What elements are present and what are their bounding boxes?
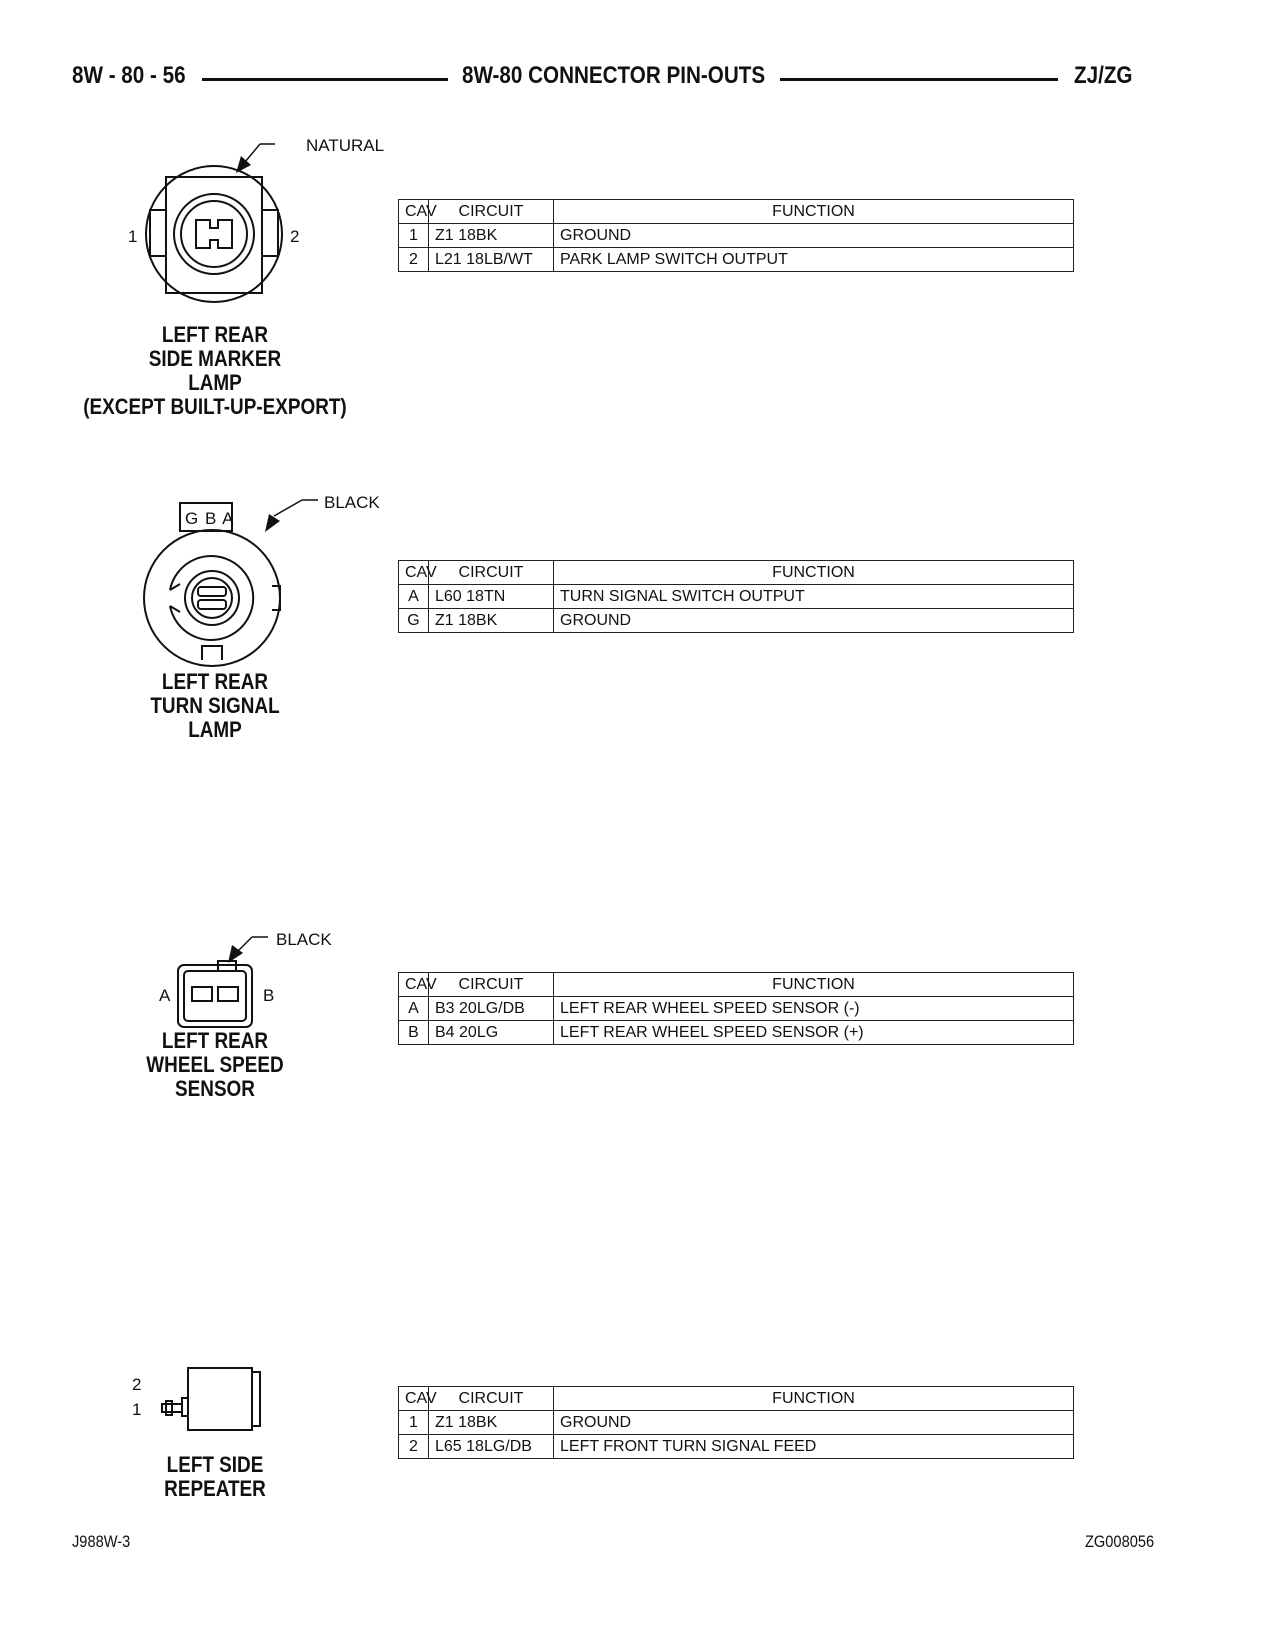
function-header: FUNCTION (554, 973, 1074, 997)
table-row: G Z1 18BK GROUND (399, 609, 1074, 633)
pin-label-gba: G B A (185, 509, 235, 528)
table-row: 2 L21 18LB/WT PARK LAMP SWITCH OUTPUT (399, 248, 1074, 272)
page-title: 8W-80 CONNECTOR PIN-OUTS (462, 62, 766, 89)
table-header-row (399, 1387, 1074, 1411)
footer-code-left: J988W-3 (72, 1532, 131, 1551)
wheel-speed-sensor-connector-diagram (140, 925, 380, 1030)
connector-title: LEFT SIDE REPEATER (164, 1452, 266, 1501)
pin-label-1: 1 (128, 227, 138, 246)
header-rule-right (780, 78, 1058, 81)
cav-header: CAV (399, 973, 429, 997)
circuit-header: CIRCUIT (429, 1387, 554, 1411)
connector-title: LEFT REAR SIDE MARKER LAMP (EXCEPT BUILT-UP-EXPORT) (83, 322, 347, 419)
function-header: FUNCTION (554, 200, 1074, 224)
table-header-row (399, 973, 1074, 997)
circuit-header: CIRCUIT (429, 200, 554, 224)
connector-title: LEFT REAR TURN SIGNAL LAMP (150, 669, 280, 742)
table-row: 1 Z1 18BK GROUND (399, 1411, 1074, 1435)
turn-signal-connector-diagram (130, 490, 390, 670)
circuit-header: CIRCUIT (429, 561, 554, 585)
pinout-table (398, 1386, 1074, 1459)
circuit-header: CIRCUIT (429, 973, 554, 997)
pin-label-2: 2 (132, 1375, 142, 1394)
page-number: 8W - 80 - 56 (72, 62, 186, 89)
connector-title: LEFT REAR WHEEL SPEED SENSOR (146, 1028, 284, 1101)
cav-header: CAV (399, 1387, 429, 1411)
cav-header: CAV (399, 200, 429, 224)
pinout-table (398, 560, 1074, 633)
function-header: FUNCTION (554, 1387, 1074, 1411)
table-row: 1 Z1 18BK GROUND (399, 224, 1074, 248)
pin-label-b: B (263, 986, 275, 1005)
cav-header: CAV (399, 561, 429, 585)
model-code: ZJ/ZG (1074, 62, 1133, 89)
connector-color: BLACK (276, 930, 332, 949)
footer-code-right: ZG008056 (1085, 1532, 1155, 1551)
side-repeater-connector-diagram (120, 1360, 300, 1440)
table-row: 2 L65 18LG/DB LEFT FRONT TURN SIGNAL FEED (399, 1435, 1074, 1459)
pin-label-a: A (159, 986, 171, 1005)
table-header-row (399, 561, 1074, 585)
connector-color: BLACK (324, 493, 380, 512)
function-header: FUNCTION (554, 561, 1074, 585)
pinout-table (398, 972, 1074, 1045)
table-row: B B4 20LG LEFT REAR WHEEL SPEED SENSOR (+) (399, 1021, 1074, 1045)
table-row: A B3 20LG/DB LEFT REAR WHEEL SPEED SENSOR (-) (399, 997, 1074, 1021)
color-arrow-icon (265, 514, 280, 532)
side-marker-connector-diagram (110, 128, 400, 318)
header-rule-left (202, 78, 448, 81)
connector-color: NATURAL (306, 136, 385, 155)
table-row: A L60 18TN TURN SIGNAL SWITCH OUTPUT (399, 585, 1074, 609)
table-header-row (399, 200, 1074, 224)
pinout-table (398, 199, 1074, 272)
pin-label-1: 1 (132, 1400, 142, 1419)
pin-label-2: 2 (290, 227, 300, 246)
